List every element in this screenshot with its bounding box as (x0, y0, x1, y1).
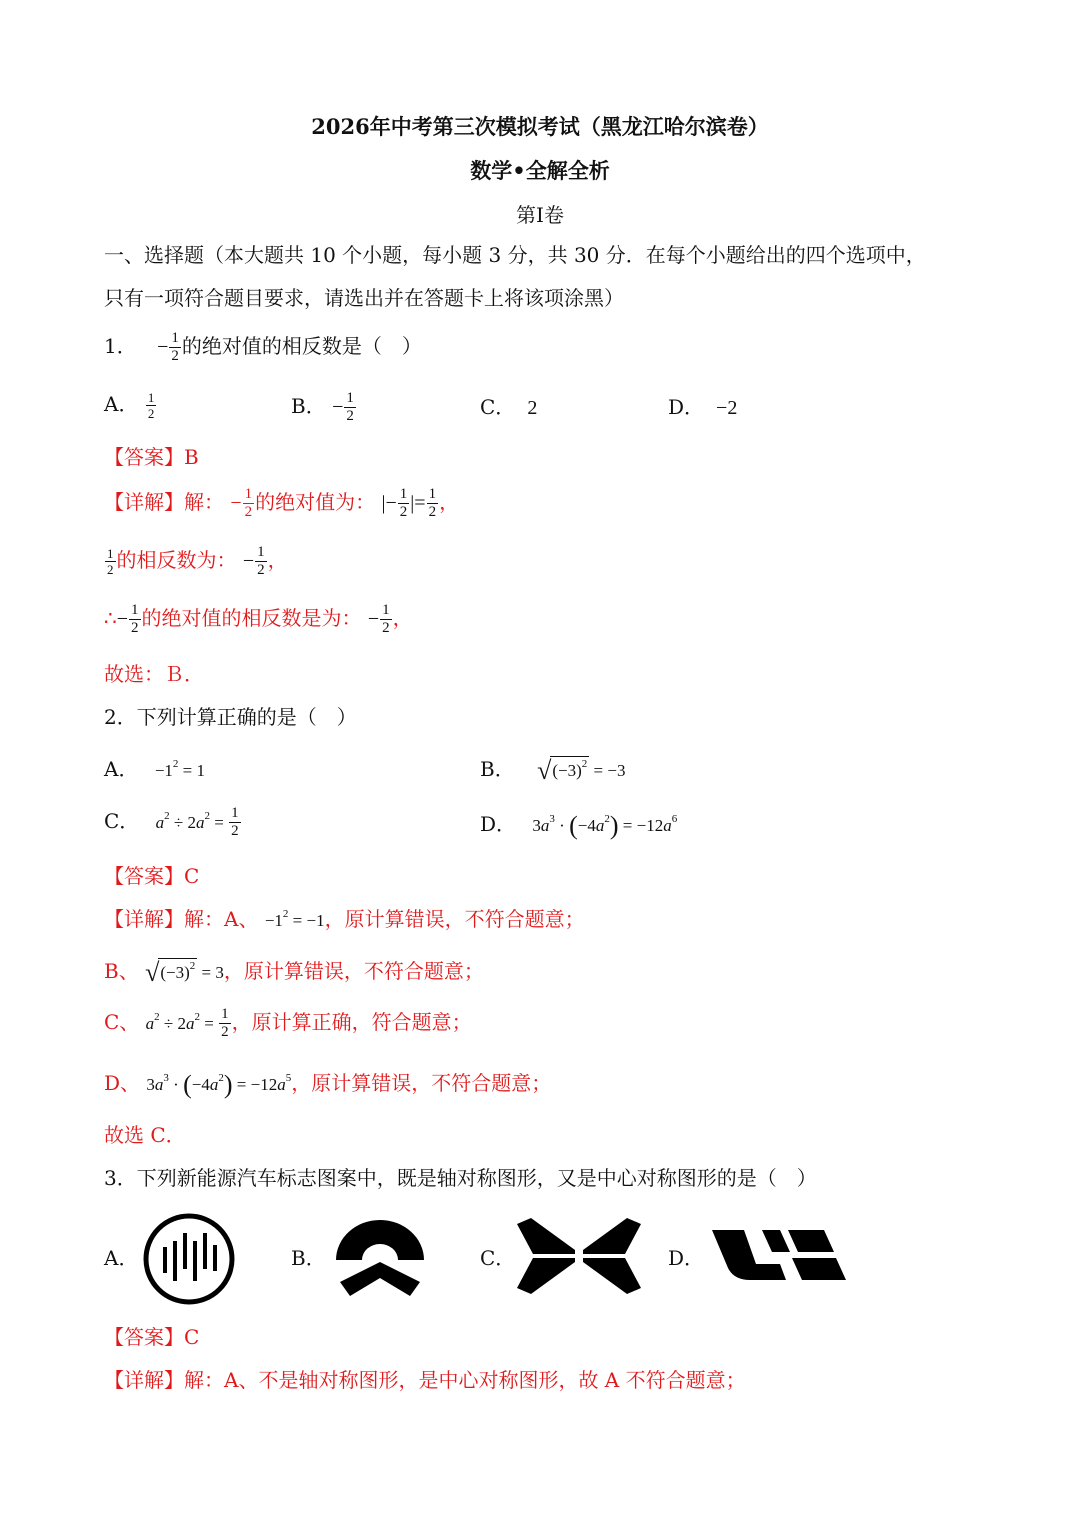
logo-a-image (141, 1211, 237, 1307)
q1-option-d: D． −2 (668, 395, 738, 419)
question-2-stem: 2．下列计算正确的是（ ） (104, 705, 357, 729)
q1-detail-1: 【详解】解： − $\frac{1}{2}$ 的绝对值为： |− $\frac{1}{2}$ |= $\frac{1}{2}$ ， (104, 486, 460, 520)
q2-detail-c: C、 $a^2 \div 2a^2$ = $\frac{1}{2}$ ，原计算正确，符合题意； (104, 1006, 472, 1040)
q1-option-c: C． 2 (480, 395, 538, 419)
q1-option-b: B． − $\frac{1}{2}$ (291, 390, 354, 424)
q3-answer: 【答案】C (104, 1325, 200, 1349)
section-instructions-line2: 只有一项符合题目要求，请选出并在答题卡上将该项涂黑） (104, 286, 624, 310)
q3-option-b-label: B． (291, 1246, 326, 1270)
q3-option-a-label: A． (104, 1246, 139, 1270)
q2-detail-b: B、 $√(-3)^2 = 3$，原计算错误，不符合题意； (104, 958, 484, 987)
logo-b-image (334, 1216, 426, 1300)
q3-option-d-label: D． (668, 1246, 705, 1270)
q2-answer: 【答案】C (104, 864, 200, 888)
q2-conclusion: 故选 C． (104, 1123, 186, 1147)
logo-c-image (515, 1216, 643, 1296)
q2-detail-d: D、 $3a^3 \cdot (-4a^2) = -12a^5$，原计算错误，不符合题意； (104, 1070, 552, 1099)
q2-option-a: A． $-1^2 = 1$ (104, 757, 205, 781)
q2-option-b: B． $√(-3)^2 = -3$ (480, 756, 626, 785)
document-subtitle: 数学•全解全析 (470, 158, 610, 183)
q2-option-d: D． $3a^3 \cdot (-4a^2) = -12a^6$ (480, 811, 678, 840)
question-1-number: 1． (104, 334, 137, 358)
q3-option-c-label: C． (480, 1246, 516, 1270)
q2-detail-a: 【详解】解：A、 $-1^2 = -1$，原计算错误，不符合题意； (104, 907, 585, 931)
question-1-stem: 1． − $\frac{1}{2}$ 的绝对值的相反数是（ ） (104, 330, 422, 364)
q1-conclusion: 故选：Ｂ． (104, 662, 204, 686)
volume-label: 第Ⅰ卷 (516, 203, 564, 227)
q1-answer: 【答案】B (104, 445, 199, 469)
fraction: $\frac{1}{2}$ (171, 330, 179, 364)
q2-option-c: C． $a^2 \div 2a^2$ = $\frac{1}{2}$ (104, 805, 239, 839)
q1-option-a: A． $\frac{1}{2}$ (104, 390, 155, 421)
question-3-stem: 3．下列新能源汽车标志图案中，既是轴对称图形，又是中心对称图形的是（ ） (104, 1166, 817, 1190)
section-instructions-line1: 一、选择题（本大题共 10 个小题，每小题 3 分，共 30 分．在每个小题给出的四个选项中， (104, 243, 926, 267)
logo-d-image (710, 1226, 848, 1284)
question-1-text: 的绝对值的相反数是（ ） (181, 334, 422, 358)
document-title: 2026年中考第三次模拟考试（黑龙江哈尔滨卷） (311, 114, 769, 139)
q1-detail-3: ∴− $\frac{1}{2}$ 的绝对值的相反数是为： − $\frac{1}{2}$ ， (104, 602, 413, 636)
q3-detail-a: 【详解】解：A、不是轴对称图形，是中心对称图形，故 A 不符合题意； (104, 1368, 746, 1392)
q1-detail-2: $\frac{1}{2}$ 的相反数为： − $\frac{1}{2}$ ， (107, 544, 288, 578)
